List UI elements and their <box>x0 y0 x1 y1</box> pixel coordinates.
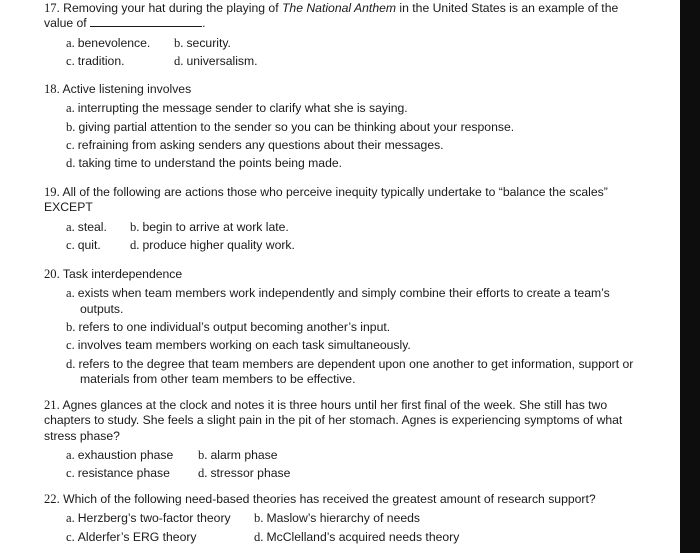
options <box>66 286 636 387</box>
option-d[interactable]: d. produce higher quality work. <box>130 237 295 252</box>
option-b[interactable]: b. refers to one individual’s output becoming another’s input. <box>66 319 391 334</box>
options <box>66 36 644 70</box>
question-stem: 17. Removing your hat during the playing of The National Anthem in the United States is an example of the value of . <box>44 1 619 31</box>
option-b[interactable]: b. Maslow’s hierarchy of needs <box>254 511 420 526</box>
question-19 <box>44 185 644 253</box>
option-d[interactable]: d. universalism. <box>174 53 258 68</box>
options <box>66 101 644 171</box>
option-b[interactable]: b. begin to arrive at work late. <box>130 219 289 234</box>
option-b[interactable]: b. alarm phase <box>198 447 278 462</box>
option-d[interactable]: d. taking time to understand the points being made. <box>66 156 343 171</box>
question-stem: 22. Which of the following need-based theories has received the greatest amount of research support? <box>44 492 596 506</box>
question-21 <box>44 398 634 481</box>
question-stem: 21. Agnes glances at the clock and notes it is three hours until her first final of the week. She still has two chapters to study. She feels a slight pain in the pit of her stomach. Agnes is experiencing symptoms of what stress phase? <box>44 398 623 443</box>
option-a[interactable]: a. benevolence. <box>66 35 151 50</box>
question-stem: 19. All of the following are actions those who perceive inequity typically undertake to “balance the scales” EXCEPT <box>44 185 608 215</box>
option-d[interactable]: d. McClelland’s acquired needs theory <box>254 529 460 544</box>
option-c[interactable]: c. resistance phase <box>66 466 170 481</box>
answer-blank <box>90 16 202 27</box>
options <box>66 220 644 254</box>
question-17 <box>44 1 644 69</box>
option-b[interactable]: b. security. <box>174 35 231 50</box>
options <box>66 511 644 545</box>
options <box>66 448 634 482</box>
option-c[interactable]: c. refraining from asking senders any questions about their messages. <box>66 138 444 153</box>
question-stem: 20. Task interdependence <box>44 267 183 281</box>
option-a[interactable]: a. steal. <box>66 219 107 234</box>
option-a[interactable]: a. exists when team members work independently and simply combine their efforts to create a team’s outputs. <box>66 286 610 316</box>
question-20 <box>44 267 644 390</box>
question-stem: 18. Active listening involves <box>44 82 192 96</box>
option-b[interactable]: b. giving partial attention to the sender so you can be thinking about your response. <box>66 119 515 134</box>
option-d[interactable]: d. refers to the degree that team members are dependent upon one another to get information, support or materials from other team members to be effective. <box>66 356 634 387</box>
option-d[interactable]: d. stressor phase <box>198 466 291 481</box>
option-c[interactable]: c. tradition. <box>66 53 125 68</box>
dark-edge-strip <box>680 0 700 553</box>
question-18 <box>44 82 644 175</box>
option-c[interactable]: c. Alderfer’s ERG theory <box>66 529 197 544</box>
option-a[interactable]: a. exhaustion phase <box>66 447 174 462</box>
option-c[interactable]: c. involves team members working on each task simultaneously. <box>66 338 411 353</box>
question-22 <box>44 492 644 545</box>
option-c[interactable]: c. quit. <box>66 237 101 252</box>
option-a[interactable]: a. interrupting the message sender to clarify what she is saying. <box>66 101 408 116</box>
option-a[interactable]: a. Herzberg’s two-factor theory <box>66 511 231 526</box>
